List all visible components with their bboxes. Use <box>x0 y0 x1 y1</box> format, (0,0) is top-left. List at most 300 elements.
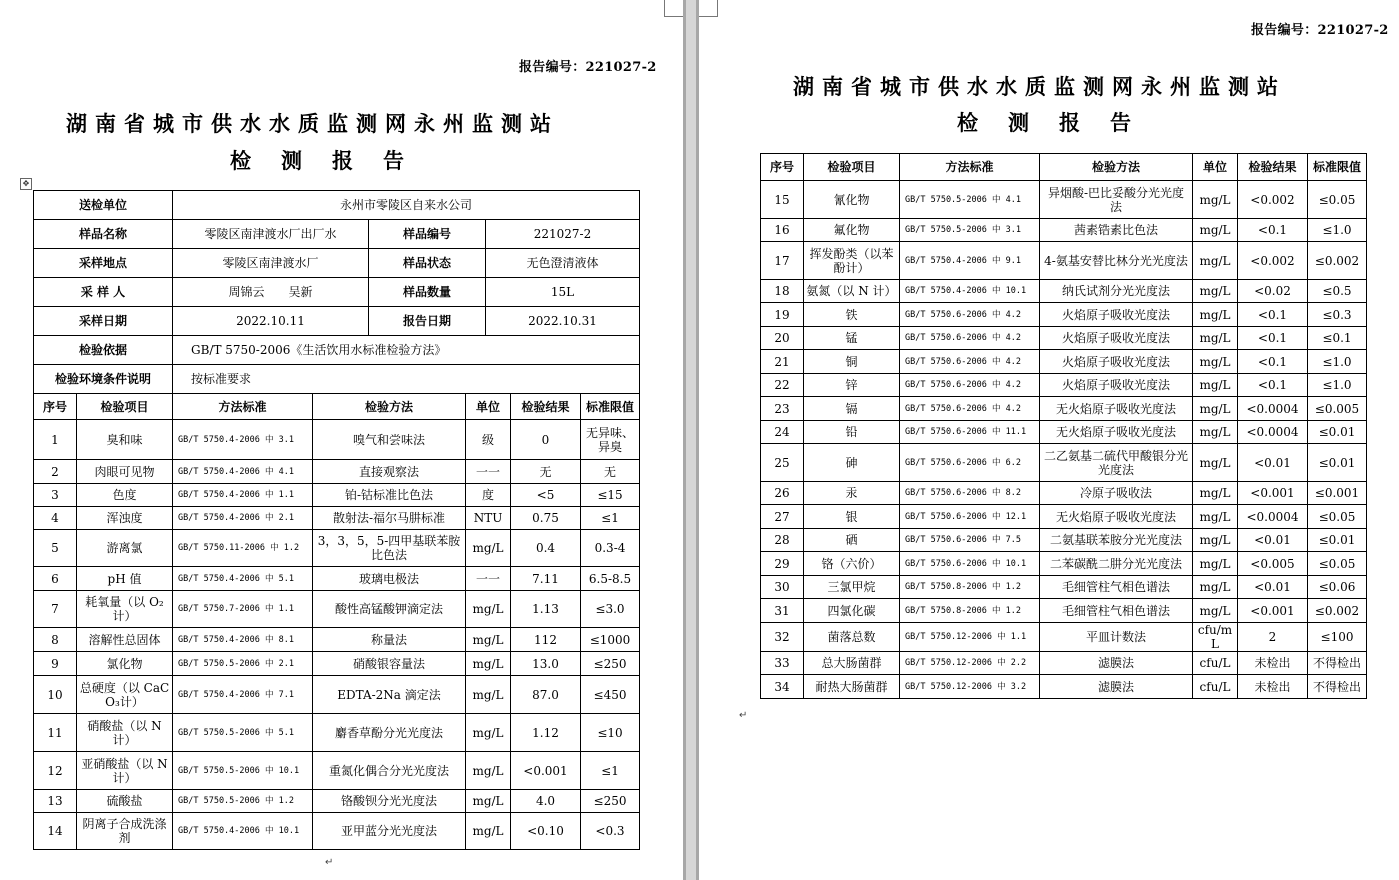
table-row <box>761 652 1367 675</box>
table-cell: mg/L <box>1193 303 1238 327</box>
column-header: 检验结果 <box>1238 154 1308 181</box>
sampler-value: 周锦云 吴新 <box>173 278 369 307</box>
table-row <box>34 460 640 484</box>
page-gutter <box>683 0 699 880</box>
table-row <box>761 529 1367 552</box>
column-header: 单位 <box>1193 154 1238 181</box>
sample-name-label: 样品名称 <box>34 220 173 249</box>
send-unit-value: 永州市零陵区自来水公司 <box>173 191 640 220</box>
table-cell: 锰 <box>804 327 900 350</box>
table-cell: GB/T 5750.5-2006 中 5.1 <box>173 714 313 752</box>
table-cell: GB/T 5750.7-2006 中 1.1 <box>173 591 313 628</box>
table-row <box>761 675 1367 699</box>
table-cell: 级 <box>466 420 511 460</box>
column-header: 检验方法 <box>313 394 466 420</box>
table-cell: 8 <box>34 628 77 652</box>
table-cell: 2 <box>34 460 77 484</box>
table-cell: GB/T 5750.4-2006 中 7.1 <box>173 676 313 714</box>
table-cell: 27 <box>761 505 804 529</box>
table-cell: <0.1 <box>1238 327 1308 350</box>
table-cell: <0.1 <box>1238 374 1308 397</box>
table-cell: mg/L <box>1193 599 1238 623</box>
table-cell: 30 <box>761 576 804 599</box>
table-cell: <0.001 <box>1238 599 1308 623</box>
table-row <box>761 374 1367 397</box>
table-cell: 氟化物 <box>804 219 900 242</box>
table-cell: cfu/L <box>1193 675 1238 699</box>
table-cell: 25 <box>761 444 804 482</box>
table-cell: pH 值 <box>77 567 173 591</box>
table-row <box>761 280 1367 303</box>
table-cell: 10 <box>34 676 77 714</box>
location-value: 零陵区南津渡水厂 <box>173 249 369 278</box>
table-cell: ≤1 <box>581 507 640 530</box>
table-cell: 0.4 <box>511 530 581 567</box>
sample-no-label: 样品编号 <box>369 220 486 249</box>
table-cell: <0.1 <box>1238 350 1308 374</box>
table-cell: mg/L <box>1193 374 1238 397</box>
table-cell: 耗氧量（以 O₂计） <box>77 591 173 628</box>
sample-date-label: 采样日期 <box>34 307 173 336</box>
table-cell: 112 <box>511 628 581 652</box>
table-cell: 19 <box>761 303 804 327</box>
table-cell: GB/T 5750.4-2006 中 3.1 <box>173 420 313 460</box>
table-cell: mg/L <box>1193 327 1238 350</box>
table-cell: GB/T 5750.4-2006 中 5.1 <box>173 567 313 591</box>
quantity-value: 15L <box>486 278 640 307</box>
table-cell: ≤1.0 <box>1308 350 1367 374</box>
table-cell: 冷原子吸收法 <box>1040 482 1193 505</box>
table-row <box>761 397 1367 421</box>
table-cell: 铅 <box>804 421 900 444</box>
table-cell: NTU <box>466 507 511 530</box>
table-cell: 22 <box>761 374 804 397</box>
results-table-page-1 <box>33 393 640 850</box>
table-cell: 火焰原子吸收光度法 <box>1040 327 1193 350</box>
table-row <box>761 421 1367 444</box>
table-cell: 锌 <box>804 374 900 397</box>
column-header: 标准限值 <box>581 394 640 420</box>
table-row <box>34 652 640 676</box>
table-cell: GB/T 5750.8-2006 中 1.2 <box>900 599 1040 623</box>
column-header: 标准限值 <box>1308 154 1367 181</box>
table-cell: GB/T 5750.6-2006 中 6.2 <box>900 444 1040 482</box>
table-cell: 亚甲蓝分光光度法 <box>313 813 466 850</box>
table-cell: GB/T 5750.12-2006 中 1.1 <box>900 623 1040 652</box>
table-cell: 硝酸盐（以 N 计） <box>77 714 173 752</box>
table-cell: 13 <box>34 790 77 813</box>
table-cell: <0.01 <box>1238 576 1308 599</box>
table-cell: 34 <box>761 675 804 699</box>
table-move-handle-icon[interactable]: ✥ <box>20 178 32 190</box>
table-cell: ≤1.0 <box>1308 374 1367 397</box>
table-cell: 玻璃电极法 <box>313 567 466 591</box>
table-cell: 平皿计数法 <box>1040 623 1193 652</box>
table-cell: <0.001 <box>1238 482 1308 505</box>
table-cell: ≤0.05 <box>1308 505 1367 529</box>
table-cell: GB/T 5750.6-2006 中 7.5 <box>900 529 1040 552</box>
table-row <box>34 628 640 652</box>
table-row <box>761 181 1367 219</box>
report-date-value: 2022.10.31 <box>486 307 640 336</box>
table-cell: 滤膜法 <box>1040 675 1193 699</box>
table-cell: 铬（六价） <box>804 552 900 576</box>
state-value: 无色澄清液体 <box>486 249 640 278</box>
table-cell: <0.0004 <box>1238 421 1308 444</box>
table-cell: GB/T 5750.5-2006 中 2.1 <box>173 652 313 676</box>
sample-info-table <box>33 190 640 394</box>
table-cell: 3，3，5，5-四甲基联苯胺比色法 <box>313 530 466 567</box>
table-cell: 18 <box>761 280 804 303</box>
table-cell: ≤0.1 <box>1308 327 1367 350</box>
table-cell: 未检出 <box>1238 675 1308 699</box>
table-cell: 13.0 <box>511 652 581 676</box>
column-header: 序号 <box>761 154 804 181</box>
table-row <box>761 623 1367 652</box>
table-cell: ≤1 <box>581 752 640 790</box>
table-cell: <0.001 <box>511 752 581 790</box>
table-cell: 硫酸盐 <box>77 790 173 813</box>
table-cell: ≤1.0 <box>1308 219 1367 242</box>
table-cell: GB/T 5750.6-2006 中 10.1 <box>900 552 1040 576</box>
table-cell: <0.3 <box>581 813 640 850</box>
table-cell: 11 <box>34 714 77 752</box>
table-cell: 嗅气和尝味法 <box>313 420 466 460</box>
report-number: 报告编号：221027-2 <box>519 60 657 75</box>
table-cell: GB/T 5750.6-2006 中 11.1 <box>900 421 1040 444</box>
table-cell: ≤0.01 <box>1308 421 1367 444</box>
table-cell: GB/T 5750.12-2006 中 2.2 <box>900 652 1040 675</box>
table-row <box>761 242 1367 280</box>
table-cell: <0.002 <box>1238 242 1308 280</box>
table-cell: 21 <box>761 350 804 374</box>
table-header-row <box>761 154 1367 181</box>
table-cell: GB/T 5750.4-2006 中 10.1 <box>900 280 1040 303</box>
table-cell: 四氯化碳 <box>804 599 900 623</box>
report-title: 湖南省城市供水水质监测网永州监测站 <box>793 74 1286 99</box>
table-cell: 12 <box>34 752 77 790</box>
table-cell: mg/L <box>1193 181 1238 219</box>
table-cell: ≤0.001 <box>1308 482 1367 505</box>
table-row <box>34 567 640 591</box>
sample-date-value: 2022.10.11 <box>173 307 369 336</box>
table-row <box>34 714 640 752</box>
report-page-2 <box>699 0 1399 880</box>
sample-no-value: 221027-2 <box>486 220 640 249</box>
crop-mark <box>699 0 718 17</box>
table-cell: 26 <box>761 482 804 505</box>
table-row <box>34 507 640 530</box>
table-cell: 7 <box>34 591 77 628</box>
table-cell: 0.3-4 <box>581 530 640 567</box>
table-cell: 2 <box>1238 623 1308 652</box>
table-cell: 度 <box>466 484 511 507</box>
table-row <box>761 219 1367 242</box>
table-cell: 毛细管柱气相色谱法 <box>1040 576 1193 599</box>
table-cell: 不得检出 <box>1308 675 1367 699</box>
table-cell: <0.0004 <box>1238 397 1308 421</box>
table-row <box>34 591 640 628</box>
table-row <box>34 530 640 567</box>
table-cell: mg/L <box>1193 482 1238 505</box>
table-cell: 17 <box>761 242 804 280</box>
table-cell: 6.5-8.5 <box>581 567 640 591</box>
table-cell: 溶解性总固体 <box>77 628 173 652</box>
table-cell: mg/L <box>1193 280 1238 303</box>
table-cell: 无 <box>581 460 640 484</box>
table-cell: 31 <box>761 599 804 623</box>
sampler-label: 采 样 人 <box>34 278 173 307</box>
table-row <box>761 576 1367 599</box>
table-cell: 20 <box>761 327 804 350</box>
table-cell: 挥发酚类（以苯酚计） <box>804 242 900 280</box>
table-row <box>761 482 1367 505</box>
table-row <box>34 752 640 790</box>
table-cell: mg/L <box>1193 397 1238 421</box>
table-row <box>761 444 1367 482</box>
table-cell: mg/L <box>466 530 511 567</box>
table-cell: 汞 <box>804 482 900 505</box>
table-cell: <5 <box>511 484 581 507</box>
table-cell: 二苯碳酰二肼分光光度法 <box>1040 552 1193 576</box>
table-cell: 银 <box>804 505 900 529</box>
table-cell: 3 <box>34 484 77 507</box>
table-cell: 砷 <box>804 444 900 482</box>
table-header-row <box>34 394 640 420</box>
table-cell: GB/T 5750.5-2006 中 4.1 <box>900 181 1040 219</box>
table-cell: 无 <box>511 460 581 484</box>
table-cell: 阴离子合成洗涤剂 <box>77 813 173 850</box>
table-cell: mg/L <box>1193 350 1238 374</box>
table-cell: 4-氨基安替比林分光光度法 <box>1040 242 1193 280</box>
basis-value: GB/T 5750-2006《生活饮用水标准检验方法》 <box>173 336 640 365</box>
table-cell: 麝香草酚分光光度法 <box>313 714 466 752</box>
table-cell: <0.1 <box>1238 303 1308 327</box>
table-cell: 28 <box>761 529 804 552</box>
table-cell: 火焰原子吸收光度法 <box>1040 350 1193 374</box>
table-cell: ≤0.05 <box>1308 181 1367 219</box>
table-cell: 铂-钴标准比色法 <box>313 484 466 507</box>
table-cell: ≤0.01 <box>1308 529 1367 552</box>
table-cell: <0.005 <box>1238 552 1308 576</box>
table-cell: 酸性高锰酸钾滴定法 <box>313 591 466 628</box>
table-cell: <0.002 <box>1238 181 1308 219</box>
table-cell: GB/T 5750.4-2006 中 9.1 <box>900 242 1040 280</box>
table-cell: 散射法-福尔马肼标准 <box>313 507 466 530</box>
table-row <box>34 420 640 460</box>
table-cell: mg/L <box>466 628 511 652</box>
table-cell: GB/T 5750.6-2006 中 12.1 <box>900 505 1040 529</box>
table-cell: GB/T 5750.6-2006 中 4.2 <box>900 303 1040 327</box>
table-cell: GB/T 5750.5-2006 中 1.2 <box>173 790 313 813</box>
table-cell: GB/T 5750.4-2006 中 4.1 <box>173 460 313 484</box>
table-cell: ≤250 <box>581 790 640 813</box>
table-cell: 铬酸钡分光光度法 <box>313 790 466 813</box>
table-cell: cfu/L <box>1193 652 1238 675</box>
table-cell: <0.01 <box>1238 529 1308 552</box>
table-row <box>761 327 1367 350</box>
table-row <box>761 599 1367 623</box>
table-cell: 1.12 <box>511 714 581 752</box>
table-cell: 一一 <box>466 460 511 484</box>
table-cell: 二乙氨基二硫代甲酸银分光光度法 <box>1040 444 1193 482</box>
table-cell: mg/L <box>466 652 511 676</box>
table-cell: 不得检出 <box>1308 652 1367 675</box>
table-cell: 33 <box>761 652 804 675</box>
report-date-label: 报告日期 <box>369 307 486 336</box>
table-cell: <0.1 <box>1238 219 1308 242</box>
table-cell: 87.0 <box>511 676 581 714</box>
table-row <box>761 505 1367 529</box>
table-row <box>34 484 640 507</box>
table-cell: 肉眼可见物 <box>77 460 173 484</box>
table-cell: GB/T 5750.6-2006 中 8.2 <box>900 482 1040 505</box>
table-cell: 铁 <box>804 303 900 327</box>
table-cell: 15 <box>761 181 804 219</box>
table-cell: 无火焰原子吸收光度法 <box>1040 505 1193 529</box>
table-cell: GB/T 5750.5-2006 中 3.1 <box>900 219 1040 242</box>
basis-label: 检验依据 <box>34 336 173 365</box>
table-cell: 14 <box>34 813 77 850</box>
table-cell: ≤0.002 <box>1308 242 1367 280</box>
table-cell: 菌落总数 <box>804 623 900 652</box>
table-cell: GB/T 5750.6-2006 中 4.2 <box>900 350 1040 374</box>
table-row <box>761 303 1367 327</box>
table-cell: 4.0 <box>511 790 581 813</box>
table-cell: 29 <box>761 552 804 576</box>
column-header: 检验项目 <box>77 394 173 420</box>
crop-mark <box>664 0 683 17</box>
table-cell: 0 <box>511 420 581 460</box>
send-unit-label: 送检单位 <box>34 191 173 220</box>
paragraph-mark: ↵ <box>325 857 334 868</box>
table-cell: GB/T 5750.6-2006 中 4.2 <box>900 327 1040 350</box>
table-row <box>34 813 640 850</box>
table-cell: 无火焰原子吸收光度法 <box>1040 397 1193 421</box>
table-cell: 纳氏试剂分光光度法 <box>1040 280 1193 303</box>
table-cell: GB/T 5750.4-2006 中 8.1 <box>173 628 313 652</box>
table-cell: 1.13 <box>511 591 581 628</box>
location-label: 采样地点 <box>34 249 173 278</box>
report-title: 湖南省城市供水水质监测网永州监测站 <box>66 111 559 136</box>
table-cell: 色度 <box>77 484 173 507</box>
table-cell: 0.75 <box>511 507 581 530</box>
table-cell: GB/T 5750.6-2006 中 4.2 <box>900 374 1040 397</box>
table-cell: 称量法 <box>313 628 466 652</box>
table-cell: ≤15 <box>581 484 640 507</box>
table-cell: ≤1000 <box>581 628 640 652</box>
table-cell: ≤0.5 <box>1308 280 1367 303</box>
table-cell: 火焰原子吸收光度法 <box>1040 303 1193 327</box>
table-cell: ≤0.01 <box>1308 444 1367 482</box>
table-cell: ≤10 <box>581 714 640 752</box>
table-cell: 氰化物 <box>804 181 900 219</box>
column-header: 单位 <box>466 394 511 420</box>
table-cell: ≤0.06 <box>1308 576 1367 599</box>
table-cell: ≤0.002 <box>1308 599 1367 623</box>
table-cell: ≤100 <box>1308 623 1367 652</box>
table-cell: EDTA-2Na 滴定法 <box>313 676 466 714</box>
table-cell: 7.11 <box>511 567 581 591</box>
table-cell: mg/L <box>1193 444 1238 482</box>
table-cell: 16 <box>761 219 804 242</box>
table-cell: GB/T 5750.12-2006 中 3.2 <box>900 675 1040 699</box>
table-cell: 亚硝酸盐（以 N 计） <box>77 752 173 790</box>
state-label: 样品状态 <box>369 249 486 278</box>
table-cell: 铜 <box>804 350 900 374</box>
table-cell: 直接观察法 <box>313 460 466 484</box>
table-cell: 6 <box>34 567 77 591</box>
table-row <box>761 350 1367 374</box>
table-cell: 硝酸银容量法 <box>313 652 466 676</box>
column-header: 检验项目 <box>804 154 900 181</box>
table-cell: mg/L <box>466 813 511 850</box>
table-cell: 火焰原子吸收光度法 <box>1040 374 1193 397</box>
report-subtitle: 检测报告 <box>957 110 1161 135</box>
table-cell: 4 <box>34 507 77 530</box>
report-number: 报告编号：221027-2 <box>1251 23 1389 38</box>
table-cell: cfu/mL <box>1193 623 1238 652</box>
table-cell: ≤0.05 <box>1308 552 1367 576</box>
table-cell: 5 <box>34 530 77 567</box>
table-cell: mg/L <box>1193 552 1238 576</box>
table-cell: 游离氯 <box>77 530 173 567</box>
table-cell: 毛细管柱气相色谱法 <box>1040 599 1193 623</box>
table-cell: mg/L <box>466 752 511 790</box>
table-cell: <0.0004 <box>1238 505 1308 529</box>
table-cell: 三氯甲烷 <box>804 576 900 599</box>
table-row <box>761 552 1367 576</box>
report-subtitle: 检测报告 <box>230 148 434 173</box>
table-cell: GB/T 5750.11-2006 中 1.2 <box>173 530 313 567</box>
table-cell: GB/T 5750.8-2006 中 1.2 <box>900 576 1040 599</box>
table-cell: mg/L <box>1193 529 1238 552</box>
table-cell: <0.02 <box>1238 280 1308 303</box>
table-cell: 镉 <box>804 397 900 421</box>
table-cell: 9 <box>34 652 77 676</box>
table-cell: mg/L <box>1193 576 1238 599</box>
table-cell: mg/L <box>1193 421 1238 444</box>
table-cell: 二氨基联苯胺分光光度法 <box>1040 529 1193 552</box>
table-cell: 无异味、异臭 <box>581 420 640 460</box>
table-cell: 重氮化偶合分光光度法 <box>313 752 466 790</box>
table-cell: ≤250 <box>581 652 640 676</box>
table-cell: 氯化物 <box>77 652 173 676</box>
table-cell: 未检出 <box>1238 652 1308 675</box>
table-cell: <0.10 <box>511 813 581 850</box>
table-cell: mg/L <box>466 714 511 752</box>
table-cell: mg/L <box>1193 505 1238 529</box>
table-cell: 臭和味 <box>77 420 173 460</box>
table-cell: GB/T 5750.5-2006 中 10.1 <box>173 752 313 790</box>
env-value: 按标准要求 <box>173 365 640 394</box>
env-label: 检验环境条件说明 <box>34 365 173 394</box>
table-cell: 滤膜法 <box>1040 652 1193 675</box>
column-header: 序号 <box>34 394 77 420</box>
table-cell: 茜素锆素比色法 <box>1040 219 1193 242</box>
table-cell: 24 <box>761 421 804 444</box>
table-cell: 无火焰原子吸收光度法 <box>1040 421 1193 444</box>
table-cell: 异烟酸-巴比妥酸分光光度法 <box>1040 181 1193 219</box>
column-header: 检验结果 <box>511 394 581 420</box>
table-cell: GB/T 5750.4-2006 中 1.1 <box>173 484 313 507</box>
column-header: 方法标准 <box>173 394 313 420</box>
table-cell: 23 <box>761 397 804 421</box>
table-cell: 总硬度（以 CaCO₃计） <box>77 676 173 714</box>
table-cell: ≤3.0 <box>581 591 640 628</box>
table-cell: mg/L <box>466 790 511 813</box>
table-cell: mg/L <box>1193 219 1238 242</box>
